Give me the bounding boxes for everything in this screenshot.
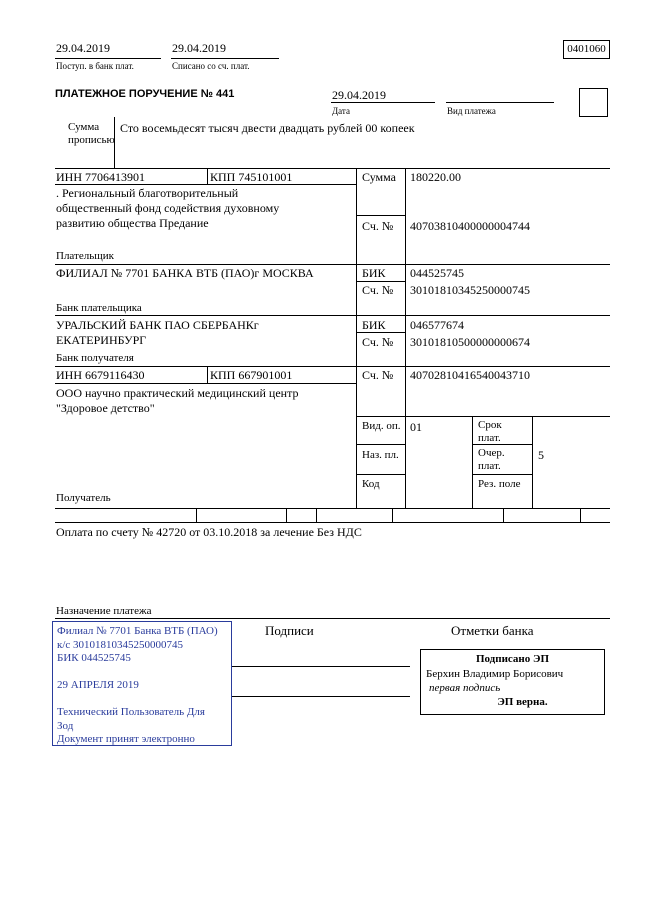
divider: [55, 264, 610, 265]
ep-signature-box: [420, 649, 605, 715]
divider: [356, 444, 405, 445]
payer-inn: ИНН 7706413901: [56, 170, 145, 184]
payer-bank-label: Банк плательщика: [56, 302, 142, 314]
divider: [446, 102, 554, 103]
payer-label: Плательщик: [56, 250, 114, 262]
divider: [114, 117, 115, 168]
divider: [55, 618, 610, 619]
stamp-line: к/с 30101810345250000745: [57, 638, 184, 651]
divider: [286, 508, 287, 522]
bank-marks-title: Отметки банка: [451, 623, 534, 638]
payee-bank-label: Банк получателя: [56, 352, 134, 364]
stamp-line: 29 АПРЕЛЯ 2019: [57, 679, 139, 691]
debited-date: 29.04.2019: [172, 41, 226, 55]
signature-line: [232, 696, 410, 697]
amount-words-label: прописью: [68, 134, 115, 146]
signature-line: [232, 666, 410, 667]
divider: [356, 474, 405, 475]
payer-bik-label: БИК: [362, 266, 386, 280]
payer-name: общественный фонд содействия духовному: [56, 201, 280, 215]
payer-name: развитию общества Предание: [56, 216, 209, 230]
signer-name: Берхин Владимир Борисович: [426, 668, 564, 680]
payer-kpp: КПП 745101001: [210, 170, 293, 184]
divider: [171, 58, 279, 59]
amount-value: 180220.00: [410, 170, 461, 184]
payer-bank-account-label: Сч. №: [362, 283, 394, 297]
payee-account-label: Сч. №: [362, 368, 394, 382]
divider: [316, 508, 317, 522]
divider: [472, 474, 532, 475]
reserve-label: Рез. поле: [478, 478, 521, 490]
payment-type-label: Вид платежа: [447, 106, 496, 116]
divider: [55, 168, 610, 169]
payee-bank-name: УРАЛЬСКИЙ БАНК ПАО СБЕРБАНКг: [56, 318, 259, 332]
queue-label: плат.: [478, 460, 501, 472]
divider: [331, 102, 435, 103]
divider: [207, 168, 208, 184]
stamp-line: Документ принят электронно: [57, 733, 195, 745]
amount-label: Сумма: [362, 170, 396, 184]
payee-bik-label: БИК: [362, 318, 386, 332]
divider: [356, 215, 405, 216]
divider: [55, 315, 610, 316]
divider: [55, 184, 356, 185]
received-label: Поступ. в банк плат.: [56, 61, 134, 71]
divider: [472, 416, 473, 508]
divider: [55, 383, 356, 384]
amount-words-label: Сумма: [68, 121, 100, 133]
divider: [472, 444, 532, 445]
signed-ep: Подписано ЭП: [475, 653, 550, 665]
payee-bank-name: ЕКАТЕРИНБУРГ: [56, 333, 147, 347]
page-title: ПЛАТЕЖНОЕ ПОРУЧЕНИЕ № 441: [55, 88, 235, 100]
stamp-line: БИК 044525745: [57, 652, 131, 664]
divider: [55, 508, 610, 509]
stamp-line: Филиал № 7701 Банка ВТБ (ПАО): [57, 625, 218, 637]
stamp-line: [57, 693, 218, 707]
divider: [532, 416, 533, 508]
form-code-box: 0401060: [563, 40, 610, 59]
code-label: Код: [362, 478, 380, 490]
op-type-value: 01: [410, 420, 422, 434]
payer-bank-account: 30101810345250000745: [410, 283, 530, 297]
signatures-title: Подписи: [265, 623, 314, 638]
op-type-label: Вид. оп.: [362, 420, 401, 432]
divider: [392, 508, 393, 522]
purpose-label: Назначение платежа: [56, 605, 152, 617]
payment-type-box: [579, 88, 608, 117]
bank-stamp: [52, 621, 232, 746]
date-label: Дата: [332, 106, 350, 116]
order-date: 29.04.2019: [332, 88, 386, 102]
payer-bank-name: ФИЛИАЛ № 7701 БАНКА ВТБ (ПАО)г МОСКВА: [56, 266, 314, 280]
term-label: плат.: [478, 432, 501, 444]
divider: [55, 58, 161, 59]
payee-bank-account: 30101810500000000674: [410, 335, 530, 349]
purpose-text: Оплата по счету № 42720 от 03.10.2018 за лечение Без НДС: [56, 525, 362, 539]
payee-name: ООО научно практический медицинский центр: [56, 386, 299, 400]
debited-label: Списано со сч. плат.: [172, 61, 250, 71]
payee-name: "Здоровое детство": [56, 401, 155, 415]
payer-account-label: Сч. №: [362, 219, 394, 233]
ep-valid: ЭП верна.: [497, 696, 548, 708]
divider: [207, 366, 208, 383]
divider: [356, 168, 357, 508]
first-signature: первая подпись: [429, 682, 501, 694]
divider: [55, 522, 610, 523]
stamp-line: Зод: [57, 719, 74, 732]
stamp-line: Технический Пользователь Для: [57, 706, 205, 718]
queue-label: Очер.: [478, 447, 505, 459]
divider: [356, 416, 610, 417]
payee-inn: ИНН 6679116430: [56, 368, 145, 382]
payer-account: 40703810400000004744: [410, 219, 530, 233]
payee-bik: 046577674: [410, 318, 464, 332]
amount-words-value: Сто восемьдесят тысяч двести двадцать рублей 00 копеек: [120, 121, 415, 135]
received-date: 29.04.2019: [56, 41, 110, 55]
term-label: Срок: [478, 419, 502, 431]
queue-value: 5: [538, 448, 544, 462]
divider: [503, 508, 504, 522]
divider: [196, 508, 197, 522]
payee-label: Получатель: [56, 492, 111, 504]
divider: [55, 366, 610, 367]
payer-bik: 044525745: [410, 266, 464, 280]
divider: [405, 168, 406, 508]
payee-kpp: КПП 667901001: [210, 368, 293, 382]
stamp-line: [57, 666, 218, 680]
payee-account: 40702810416540043710: [410, 368, 530, 382]
divider: [580, 508, 581, 522]
divider: [356, 281, 405, 282]
payer-name: . Региональный благотворительный: [56, 186, 239, 200]
payee-bank-account-label: Сч. №: [362, 335, 394, 349]
purpose-code-label: Наз. пл.: [362, 449, 399, 461]
